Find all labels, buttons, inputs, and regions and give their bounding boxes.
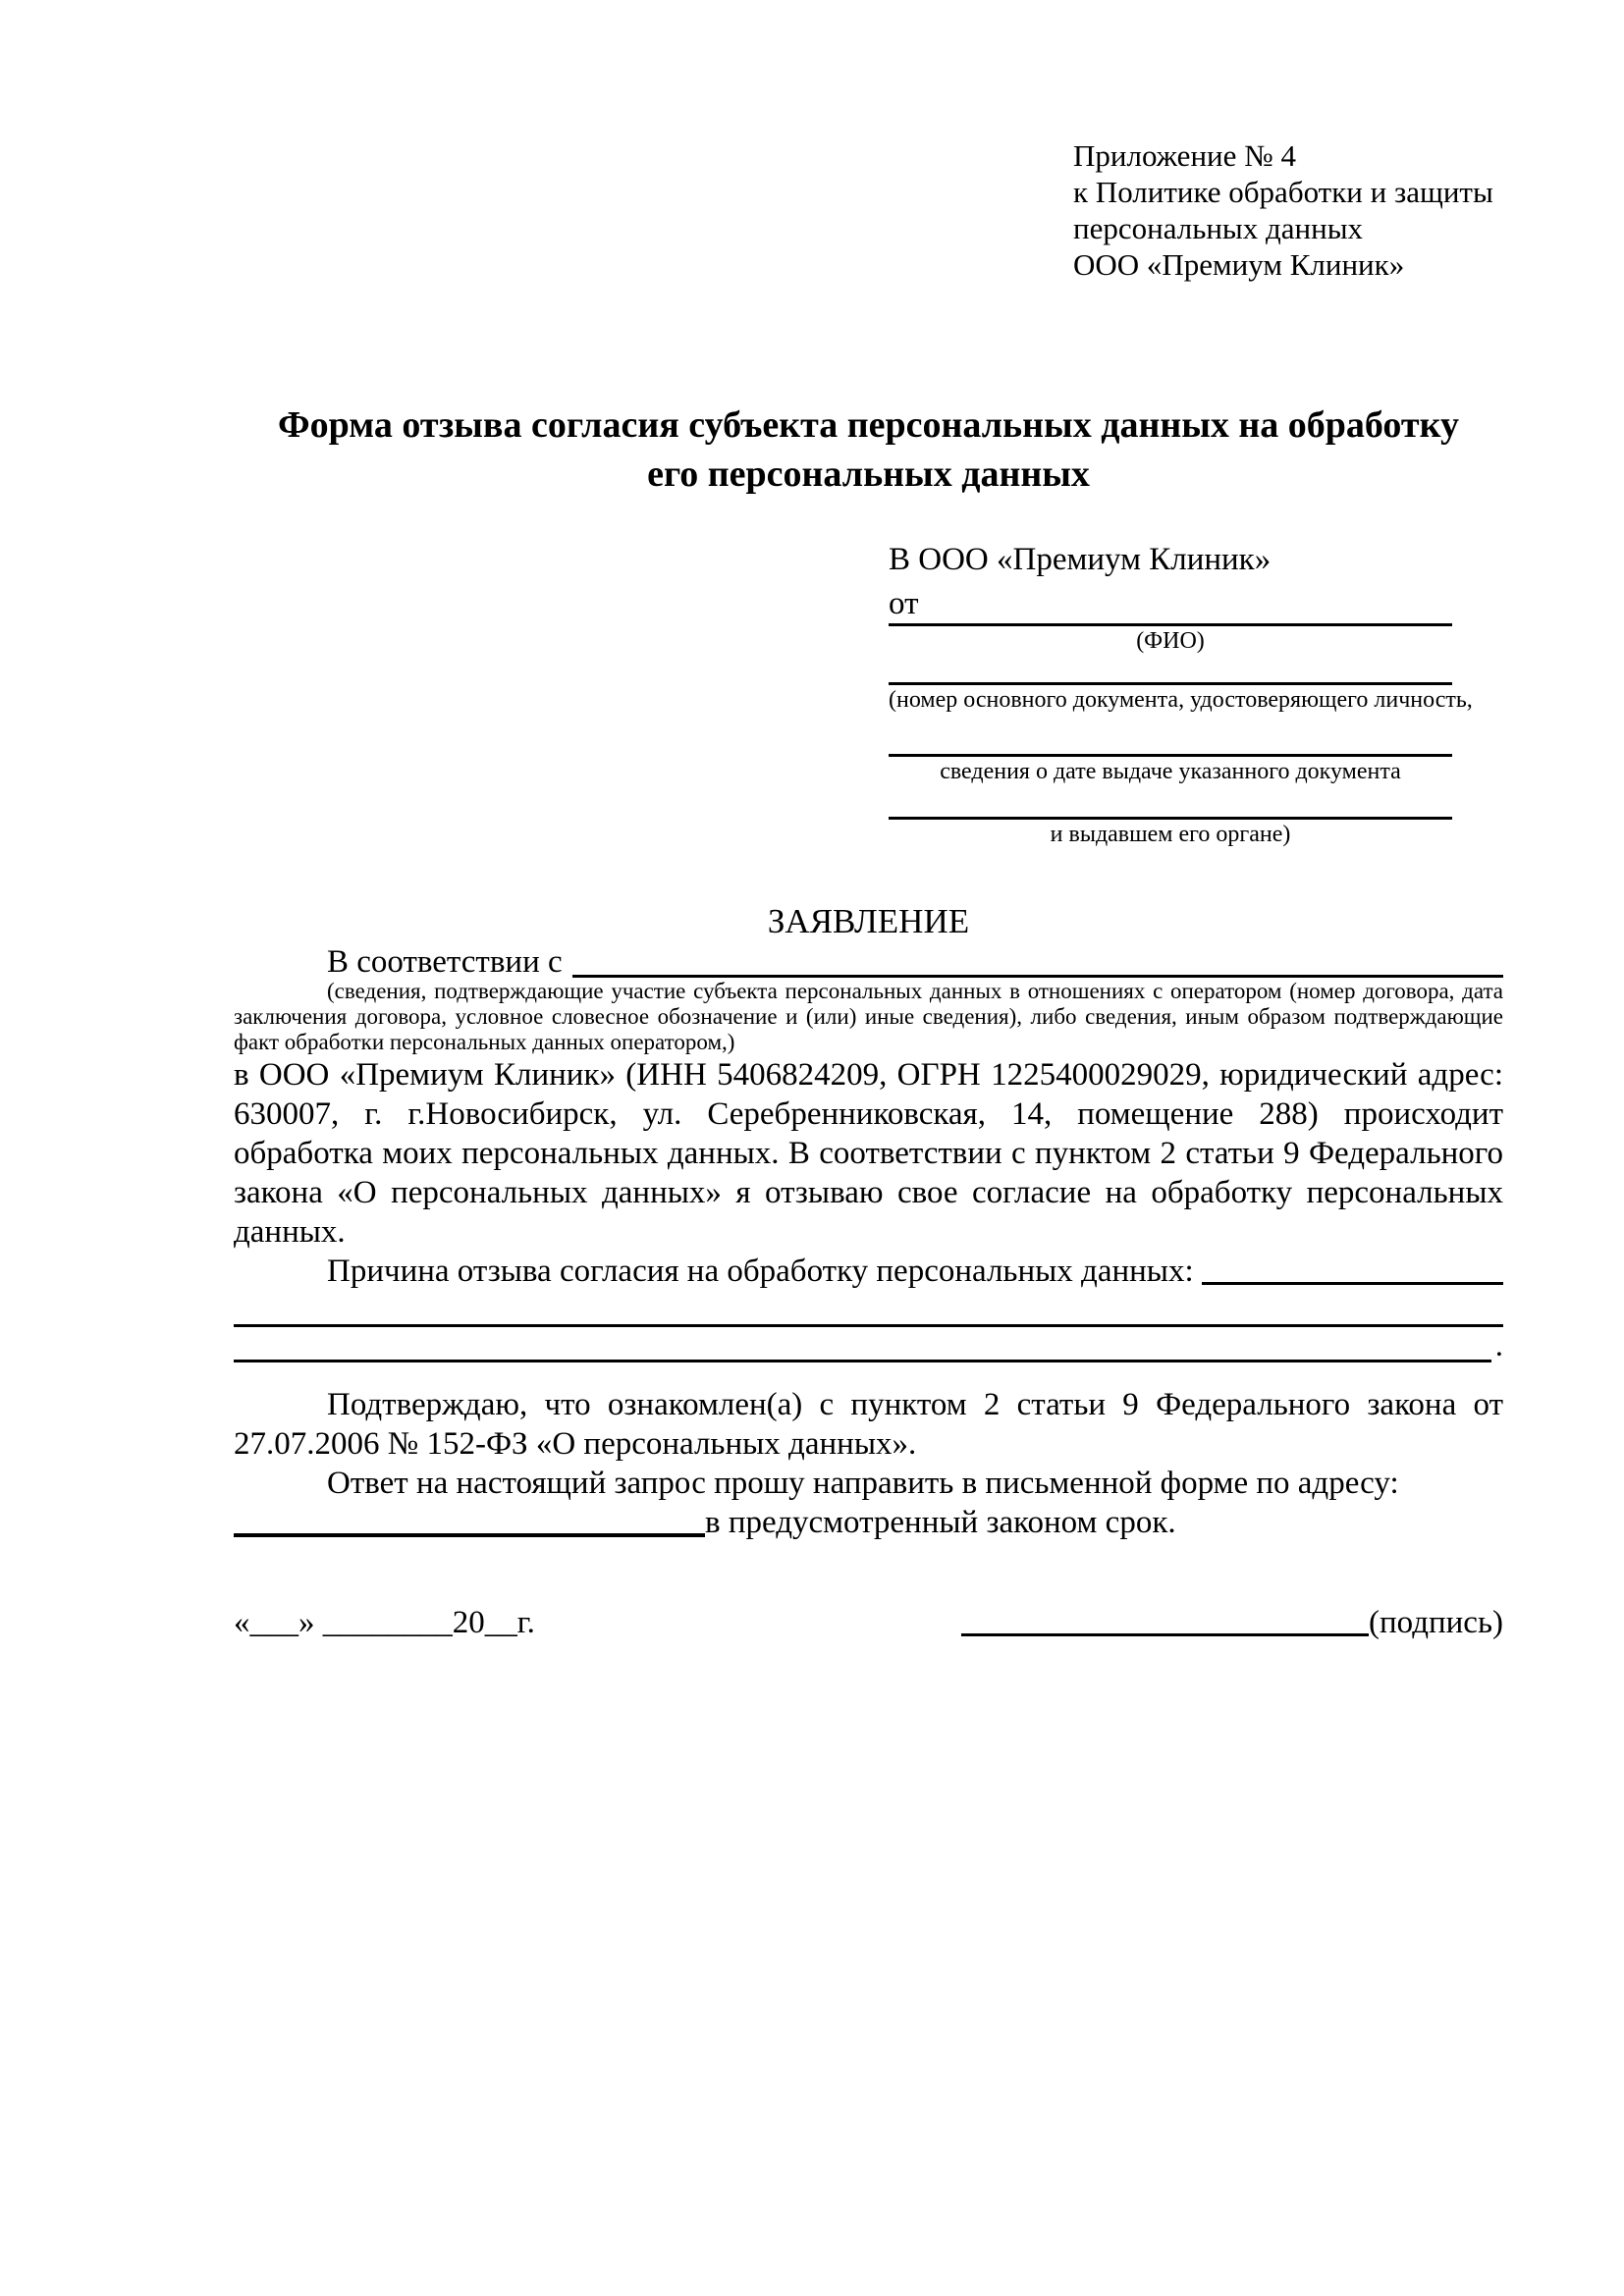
statement-heading: ЗАЯВЛЕНИЕ [767,902,970,940]
signature-blank-line [961,1633,1369,1636]
reason-blank-row-1 [234,1291,1503,1327]
annex-line: Приложение № 4 [1073,138,1296,173]
reason-end-period: . [1494,1328,1503,1363]
date-signature-row [234,1603,1503,1642]
intro-blank-line [572,975,1503,978]
confirm-paragraph: Подтверждаю, что ознакомлен(а) с пунктом 2 статьи 9 Федерального закона от 27.07.2006 № 152-ФЗ «О персональных данных». [234,1387,1503,1462]
annex-line: к Политике обработки и защиты [1073,175,1493,209]
reason-blank-row-2 [234,1327,1503,1364]
issuer-blank-line [889,786,1452,820]
intro-line [234,945,1503,979]
issue-date-caption: сведения о дате выдаче указанного документа [940,759,1401,784]
signature-group [961,1603,1503,1642]
annex-note [1073,137,1493,283]
reason-line [234,1252,1503,1291]
reply-address-blank-line [234,1533,705,1537]
reason-blank-row-2-line [234,1360,1491,1362]
document-title [234,400,1503,499]
document-number-caption: (номер основного документа, удостоверяющего личность, [889,687,1473,713]
fio-caption: (ФИО) [1136,628,1205,654]
document-title-line-2: его персональных данных [647,454,1090,495]
addressee-to: В ООО «Премиум Клиник» [889,542,1272,577]
statement-body [234,898,1503,1642]
annex-line: персональных данных [1073,211,1364,245]
issuer-caption: и выдавшем его органе) [1050,822,1291,847]
reason-label: Причина отзыва согласия на обработку персональных данных: [327,1254,1194,1289]
signature-caption: (подпись) [1369,1605,1503,1640]
intro-caption: (сведения, подтверждающие участие субъекта персональных данных в отношениях с оператором (номер договора, дата заключения договора, условное словесное обозначение и (или) иные сведения), либо сведения, иным образом подтверждающие факт обработки персональных данных оператором,) [234,979,1503,1054]
intro-prefix: В соответствии с [327,944,563,980]
document-title-line-1: Форма отзыва согласия субъекта персональных данных на обработку [278,404,1459,446]
addressee-from-label: от [889,586,919,621]
main-paragraph: в ООО «Премиум Клиник» (ИНН 5406824209, ОГРН 1225400029029, юридический адрес: 630007, г. г.Новосибирск, ул. Серебренниковская, 14, помещение 288) происходит обработка моих персональных данных. В соответствии с пунктом 2 статьи 9 Федерального закона «О персональных данных» я отзываю свое согласие на обработку персональных данных. [234,1057,1503,1250]
document-number-blank-line [889,656,1452,685]
date-blank: «___» ________20__г. [234,1605,535,1640]
annex-line: ООО «Премиум Клиник» [1073,247,1405,282]
issue-date-blank-line [889,715,1452,757]
reason-blank-line [1202,1282,1503,1285]
reply-address-line [234,1503,1503,1542]
reply-paragraph: Ответ на настоящий запрос прошу направить в письменной форме по адресу: [327,1466,1399,1501]
reply-tail: в предусмотренный законом срок. [705,1505,1176,1540]
addressee-block [889,535,1473,849]
